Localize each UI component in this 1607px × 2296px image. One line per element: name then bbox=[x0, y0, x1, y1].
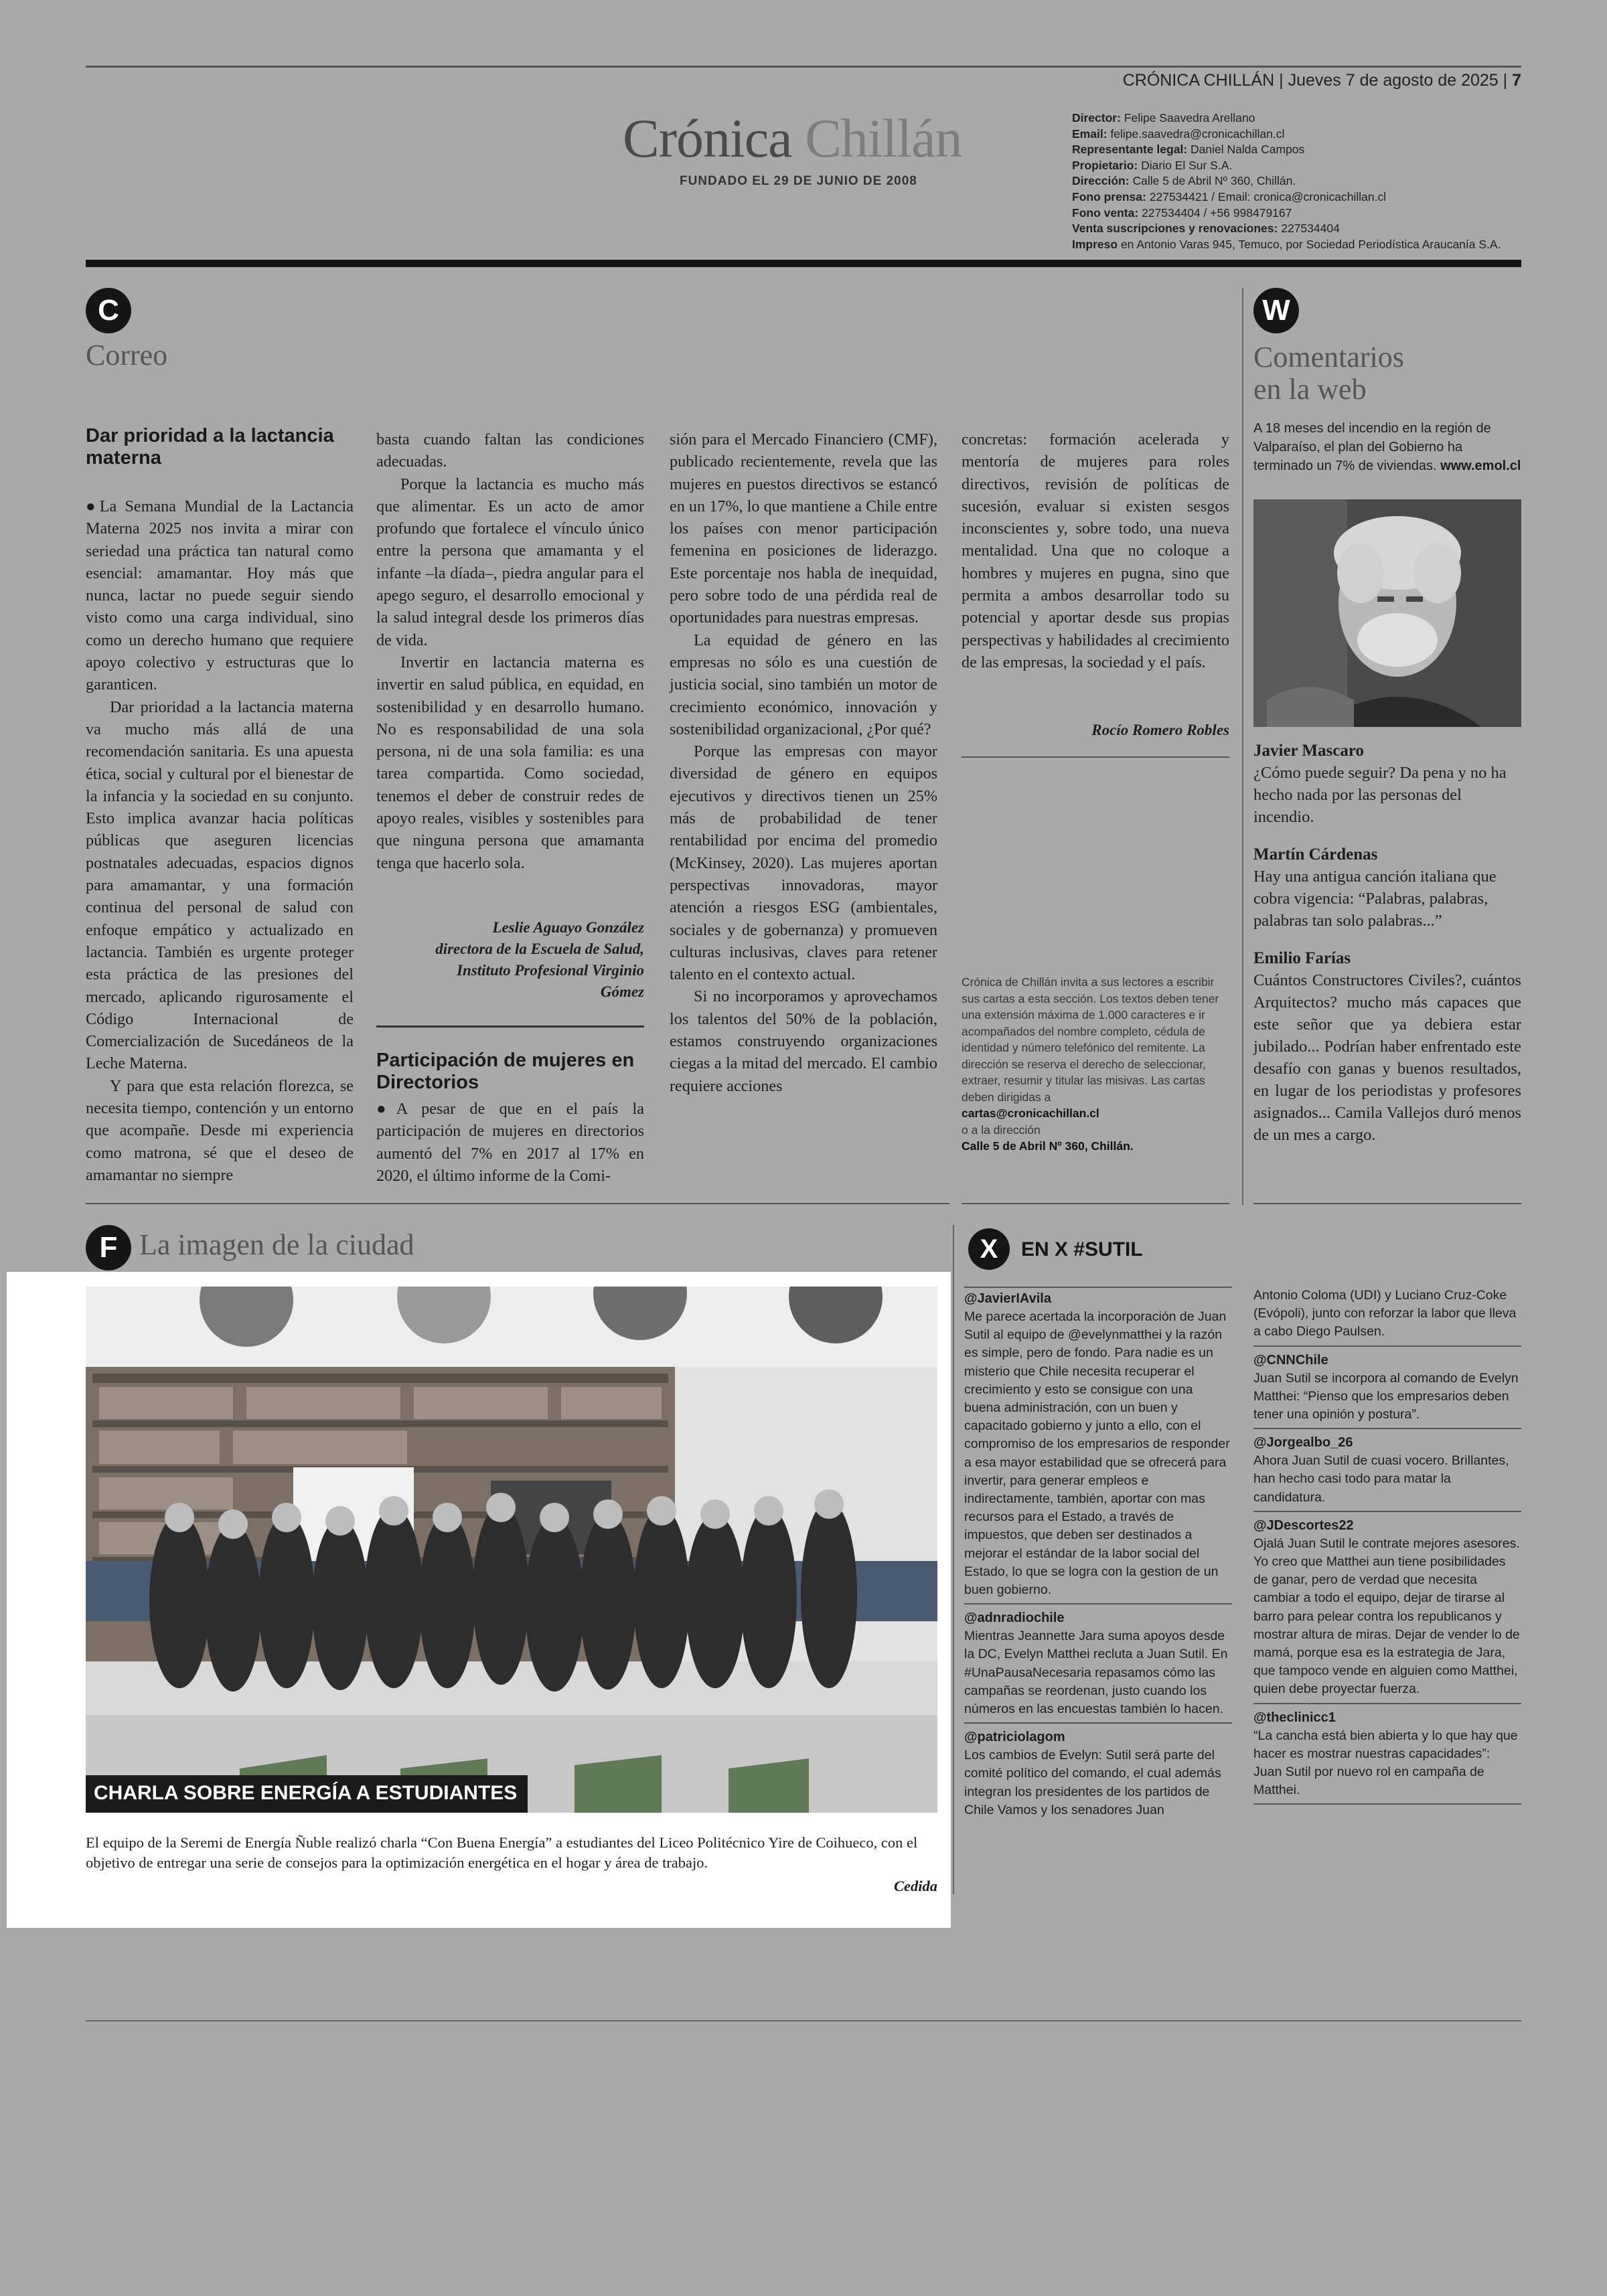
folio: CRÓNICA CHILLÁN | Jueves 7 de agosto de 2025 | 7 bbox=[1122, 71, 1521, 90]
commenter-photo bbox=[1253, 499, 1521, 727]
founded-line: FUNDADO EL 29 DE JUNIO DE 2008 bbox=[680, 174, 917, 188]
web-title-line: en la web bbox=[1253, 373, 1367, 406]
masthead-line bbox=[1072, 127, 1541, 143]
masthead-label: Fono venta: bbox=[1072, 206, 1139, 220]
masthead-line bbox=[1072, 110, 1541, 127]
comment-text: Cuántos Constructores Civiles?, cuántos Arquitectos? mucho más capaces que este señor que ya debiera estar jubilado... Podrían haber enfrentado este desafío con ganas y buenos resultados, en lugar de los periodistas y profesores asignados... Camila Vallejos duró menos de un mes a cargo. bbox=[1253, 971, 1521, 1144]
web-source-link[interactable]: www.emol.cl bbox=[1440, 459, 1521, 473]
letters-invitation bbox=[962, 974, 1229, 1155]
invitation-or: o a la dirección bbox=[962, 1123, 1041, 1137]
post-handle[interactable]: @theclinicc1 bbox=[1253, 1710, 1336, 1725]
post-divider bbox=[1253, 1703, 1521, 1704]
masthead-value: 227534404 / +56 998479167 bbox=[1142, 206, 1292, 220]
post-handle[interactable]: @JDescortes22 bbox=[1253, 1518, 1354, 1533]
post-handle[interactable]: @adnradiochile bbox=[964, 1611, 1065, 1626]
web-badge: W bbox=[1253, 288, 1299, 333]
correo-title: Correo bbox=[86, 339, 168, 372]
letter1-column2 bbox=[376, 428, 644, 874]
masthead-value: Felipe Saavedra Arellano bbox=[1124, 111, 1255, 125]
letter1-column1 bbox=[86, 495, 354, 1186]
web-comment bbox=[1253, 844, 1521, 932]
x-post bbox=[1253, 1516, 1521, 1699]
web-comment bbox=[1253, 740, 1521, 828]
comment-author: Emilio Farías bbox=[1253, 949, 1351, 967]
x-post bbox=[1253, 1433, 1521, 1507]
photo-caption-title: CHARLA SOBRE ENERGÍA A ESTUDIANTES bbox=[94, 1782, 518, 1804]
letters-address: Calle 5 de Abril Nº 360, Chillán. bbox=[962, 1139, 1134, 1153]
comment-text: Hay una antigua canción italiana que cobra vigencia: “Palabras, palabras, palabras tan solo palabras...” bbox=[1253, 868, 1497, 930]
masthead-label: Fono prensa: bbox=[1072, 189, 1146, 203]
x-posts-right bbox=[1253, 1287, 1521, 1809]
masthead-line bbox=[1072, 206, 1541, 222]
letter2-headline: Participación de mujeres en Directorios bbox=[376, 1050, 635, 1093]
masthead-label: Dirección: bbox=[1072, 174, 1130, 188]
post-handle[interactable]: @patriciolagom bbox=[964, 1730, 1065, 1745]
web-comment bbox=[1253, 948, 1521, 1146]
letter2-paragraph: Porque las empresas con mayor diversidad de género en equipos ejecutivos y directivos tienen un 25% más de probabilidad de tener rentabilidad por encima del promedio (McKinsey, 2020). Las mujeres aportan perspectivas innovadoras, mayor atención a riesgos ESG (ambientales, sociales y de gobernanza) y promueven culturas inclusivas, claves para retener talento en el contexto actual. bbox=[670, 742, 937, 984]
x-post bbox=[1253, 1351, 1521, 1424]
letter1-paragraph: basta cuando faltan las condiciones adecuadas. bbox=[376, 430, 644, 471]
masthead-line bbox=[1072, 142, 1541, 158]
masthead bbox=[1072, 110, 1541, 252]
post-divider bbox=[964, 1722, 1232, 1724]
masthead-line bbox=[1072, 173, 1541, 189]
letter2-paragraph: Si no incorporamos y aprovechamos los talentos del 50% de la población, estamos construyendo organizaciones ciegas a la mitad del mercado. El cambio requiere acciones bbox=[670, 987, 937, 1095]
letter1-paragraph: Dar prioridad a la lactancia materna va mucho más allá de una recomendación sanitaria. Es una apuesta ética, social y cultural por el bienestar de la infancia y la sociedad en su conjunto. Esto implica avanzar hacia políticas públicas que aseguren licencias postnatales adecuadas, espacios dignos para amamantar, y una formación continua del personal de salud con enfoque empático y actualizado en lactancia. También es urgente proteger esta práctica de las presiones del mercado, aplicando rigurosamente el Código Internacional de Comercialización de Sucedáneos de la Leche Materna. bbox=[86, 698, 354, 1073]
x-badge: X bbox=[968, 1228, 1010, 1270]
masthead-value: felipe.saavedra@cronicachillan.cl bbox=[1110, 127, 1285, 141]
post-divider bbox=[964, 1287, 1232, 1288]
masthead-label: Representante legal: bbox=[1072, 143, 1188, 157]
x-post bbox=[1253, 1708, 1521, 1800]
masthead-line bbox=[1072, 189, 1541, 206]
letter1-paragraph: Y para que esta relación florezca, se necesita tiempo, contención y un entorno que acompañe. Desde mi experiencia como matrona, sé que el deseo de amamantar no siempre bbox=[86, 1076, 354, 1184]
city-title: La imagen de la ciudad bbox=[139, 1228, 414, 1261]
x-post bbox=[964, 1287, 1232, 1599]
web-title-line: Comentarios bbox=[1253, 341, 1404, 374]
post-text: Juan Sutil se incorpora al comando de Evelyn Matthei: “Pienso que los empresarios deben tener una opinión y postura”. bbox=[1253, 1370, 1519, 1422]
folio-paper: CRÓNICA CHILLÁN bbox=[1122, 71, 1275, 90]
letter2-paragraph: concretas: formación acelerada y mentoría de mujeres para roles directivos, revisión de políticas de sucesión, evaluar si existen sesgos inconscientes y, sobre todo, una nueva mentalidad. Una que no coloque a hombres y mujeres en pugna, sino que permita a ambos desarrollar todo su potencial y aportar desde sus propias perspectivas y habilidades al crecimiento de las empresas, la sociedad y el país. bbox=[962, 430, 1229, 671]
comment-text: ¿Cómo puede seguir? Da pena y no ha hecho nada por las personas del incendio. bbox=[1253, 764, 1507, 826]
correo-badge: C bbox=[86, 288, 131, 333]
post-divider bbox=[1253, 1345, 1521, 1347]
letter2-column4 bbox=[962, 428, 1229, 673]
post-handle[interactable]: @CNNChile bbox=[1253, 1352, 1328, 1368]
post-text: “La cancha está bien abierta y lo que hay que hacer es mostrar nuestras capacidades”: Juan Sutil por nuevo rol en campaña de Matthei. bbox=[1253, 1728, 1518, 1798]
masthead-value: Diario El Sur S.A. bbox=[1141, 158, 1233, 172]
x-post bbox=[964, 1728, 1232, 1819]
city-caption: El equipo de la Seremi de Energía Ñuble realizó charla “Con Buena Energía” a estudiantes del Liceo Politécnico Yire de Coihueco, con el objetivo de entregar una serie de consejos para la optimización energética en el hogar y área de trabajo. bbox=[86, 1834, 918, 1871]
logo-cronica: Crónica bbox=[623, 108, 792, 169]
post-handle[interactable]: @Jorgealbo_26 bbox=[1253, 1435, 1353, 1451]
newspaper-logo bbox=[623, 107, 962, 170]
letter1-headline: Dar prioridad a la lactancia materna bbox=[86, 425, 334, 469]
masthead-value: 227534404 bbox=[1281, 222, 1340, 236]
masthead-label: Email: bbox=[1072, 127, 1107, 141]
post-divider bbox=[964, 1603, 1232, 1605]
masthead-value: en Antonio Varas 945, Temuco, por Sociedad Periodística Araucanía S.A. bbox=[1120, 237, 1501, 251]
letter2-signature: Rocío Romero Robles bbox=[1091, 722, 1229, 738]
folio-date: Jueves 7 de agosto de 2025 bbox=[1288, 71, 1499, 90]
post-text: Antonio Coloma (UDI) y Luciano Cruz-Coke (Evópoli), junto con reforzar la labor que lleva a cabo Diego Paulsen. bbox=[1253, 1288, 1517, 1339]
logo-chillan: Chillán bbox=[805, 108, 962, 169]
post-text: Ahora Juan Sutil de cuasi vocero. Brillantes, han hecho casi todo para matar la candidatura. bbox=[1253, 1453, 1509, 1505]
letters-email[interactable]: cartas@cronicachillan.cl bbox=[962, 1106, 1099, 1120]
post-text: Los cambios de Evelyn: Sutil será parte del comité político del comando, el cual además integran los presidentes de los partidos de Chile Vamos y los senadores Juan bbox=[964, 1748, 1221, 1817]
photo-credit: Cedida bbox=[894, 1878, 937, 1894]
post-text: Me parece acertada la incorporación de Juan Sutil al equipo de @evelynmatthei y la razón es simple, pero de fondo. Para nadie es un misterio que Chile necesita recuperar el crecimiento y esto se consigue con una buena administración, con un buen y capacitado gobierno y junto a ello, con el compromiso de los empresarios de responder a esa mayor estabilidad que se ofrecerá para invertir, para generar empleos e indirectamente, también, aportar con mas recursos para el Estado, a través de impuestos, que deben ser destinados a mejorar el estándar de la labor social del Estado, lo que se logra con la gestion de un buen gobierno. bbox=[964, 1309, 1230, 1598]
masthead-label: Impreso bbox=[1072, 237, 1118, 251]
invitation-text: Crónica de Chillán invita a sus lectores a escribir sus cartas a esta sección. Los textos deben tener una extensión máxima de 1.000 caracteres e ir acompañados del nombre completo, cédula de identidad y número telefónico del remitente. La dirección se reserva el derecho de seleccionar, extraer, resumir y titular las misivas. Las cartas deben dirigidas a bbox=[962, 975, 1219, 1104]
x-post bbox=[964, 1609, 1232, 1718]
students-group-photo bbox=[86, 1287, 937, 1813]
masthead-line bbox=[1072, 237, 1541, 253]
post-handle[interactable]: @JavierIAvila bbox=[964, 1291, 1051, 1306]
city-photo bbox=[86, 1287, 937, 1813]
signature-line: Gómez bbox=[600, 983, 644, 1000]
post-divider bbox=[1253, 1428, 1521, 1429]
masthead-value: 227534421 / Email: cronica@cronicachillan.cl bbox=[1149, 189, 1387, 203]
folio-page: 7 bbox=[1512, 71, 1521, 90]
x-title: EN X #SUTIL bbox=[1021, 1238, 1143, 1260]
comment-author: Martín Cárdenas bbox=[1253, 845, 1378, 864]
post-text: Mientras Jeannette Jara suma apoyos desde la DC, Evelyn Matthei recluta a Juan Sutil. En #UnaPausaNecesaria repasamos cómo las campañas se reordenan, justo cuando los números en las encuestas también lo hacen. bbox=[964, 1629, 1228, 1717]
portrait-illustration bbox=[1253, 499, 1521, 727]
masthead-value: Calle 5 de Abril Nº 360, Chillán. bbox=[1132, 174, 1296, 188]
signature-line: Leslie Aguayo González bbox=[492, 919, 644, 936]
web-intro bbox=[1253, 419, 1521, 475]
web-comments bbox=[1253, 740, 1521, 1146]
masthead-label: Propietario: bbox=[1072, 158, 1138, 172]
post-text: Ojalá Juan Sutil le contrate mejores asesores. Yo creo que Matthei aun tiene posibilidades de ganar, pero de verdad que necesita cambiar a todo el equipo, dejar de tirarse al barro para pelear contra los republicanos y mostrar altura de miras. Dejar de vender lo de mamá, porque esa es la estrategia de Jara, que tampoco vende en alguien como Matthei, quien debe proyectar fuerza. bbox=[1253, 1536, 1520, 1697]
masthead-label: Director: bbox=[1072, 111, 1121, 125]
letter2-paragraph: sión para el Mercado Financiero (CMF), publicado recientemente, revela que las mujeres en puestos directivos se estancó en un 17%, lo que mantiene a Chile entre los países con menor participación femenina en posiciones de liderazgo. Este porcentaje nos habla de inequidad, pero sobre todo de una pérdida real de oportunidades para nuestras empresas. bbox=[670, 430, 937, 627]
letter2-paragraph: ●A pesar de que en el país la participación de mujeres en directorios aumentó del 7% en 2017 al 17% en 2020, el último informe de la Comi- bbox=[376, 1100, 644, 1185]
masthead-value: Daniel Nalda Campos bbox=[1191, 143, 1305, 157]
masthead-label: Venta suscripciones y renovaciones: bbox=[1072, 222, 1278, 236]
city-badge: F bbox=[86, 1225, 131, 1270]
web-title bbox=[1253, 341, 1404, 406]
letter2-column2 bbox=[376, 1098, 644, 1187]
letter1-paragraph: ●La Semana Mundial de la Lactancia Materna 2025 nos invita a mirar con seriedad una práctica tan natural como esencial: amamantar. Hoy más que nunca, lactar no puede seguir siendo visto como una carga individual, sino como un derecho humano que requiere apoyo colectivo y estructuras que lo garanticen. bbox=[86, 497, 354, 694]
web-intro-text: A 18 meses del incendio en la región de Valparaíso, el plan del Gobierno ha terminado un 7% de viviendas. bbox=[1253, 421, 1491, 473]
letter1-paragraph: Invertir en lactancia materna es invertir en salud pública, en equidad, en sostenibilidad y en desarrollo humano. No es responsabilidad de una sola persona, ni de una sola familia: es una tarea compartida. Como sociedad, tenemos el deber de construir redes de apoyo reales, visibles y sostenibles para que ninguna persona que amamanta tenga que hacerlo sola. bbox=[376, 653, 644, 872]
signature-line: Instituto Profesional Virginio bbox=[457, 962, 644, 979]
letter1-signature bbox=[376, 917, 644, 1003]
post-divider bbox=[1253, 1511, 1521, 1512]
x-posts-left bbox=[964, 1287, 1232, 1819]
masthead-line bbox=[1072, 158, 1541, 174]
signature-line: directora de la Escuela de Salud, bbox=[435, 940, 644, 957]
post-divider bbox=[1253, 1803, 1521, 1805]
x-post bbox=[1253, 1287, 1521, 1341]
letter1-paragraph: Porque la lactancia es mucho más que alimentar. Es un acto de amor profundo que fortalece el vínculo único entre la persona que amamanta y el infante –la díada–, piedra angular para el apego seguro, el desarrollo emocional y la salud integral desde los primeros días de vida. bbox=[376, 475, 644, 649]
letter2-paragraph: La equidad de género en las empresas no sólo es una cuestión de justicia social, sino también un motor de crecimiento económico, innovación y sostenibilidad organizacional, ¿Por qué? bbox=[670, 631, 937, 738]
masthead-line bbox=[1072, 221, 1541, 237]
letter2-column3 bbox=[670, 428, 937, 1097]
comment-author: Javier Mascaro bbox=[1253, 742, 1365, 760]
